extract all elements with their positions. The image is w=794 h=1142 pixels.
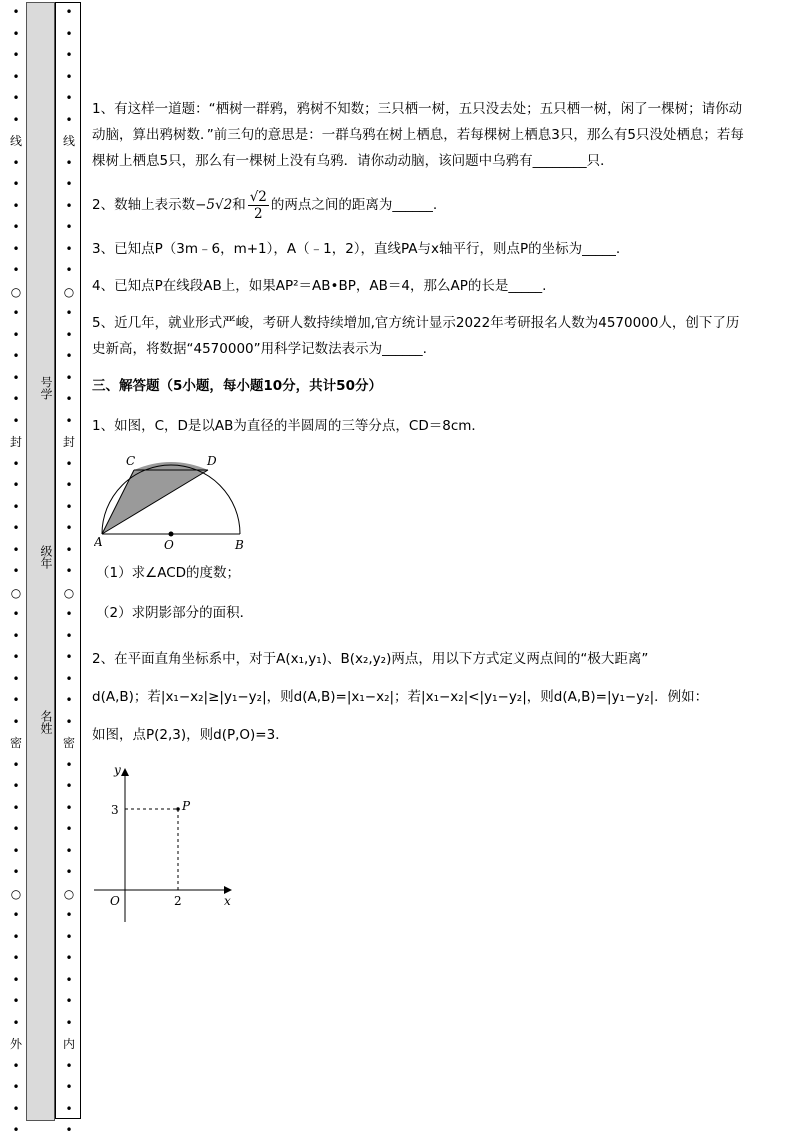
label-a: A bbox=[94, 535, 103, 549]
tick-label-3: 3 bbox=[111, 803, 119, 817]
fraction: √2 2 bbox=[249, 188, 267, 222]
exam-content bbox=[92, 96, 752, 932]
grade-label: 级年 bbox=[39, 545, 53, 569]
seal-char: ○ bbox=[10, 886, 22, 901]
seal-char: ○ bbox=[10, 284, 22, 299]
seal-char: ○ bbox=[10, 585, 22, 600]
section-title: 三、解答题（5小题，每小题10分，共计50分） bbox=[92, 378, 382, 394]
solve-question-1: 1、如图，C，D是以AB为直径的半圆周的三等分点，CD＝8cm． bbox=[92, 418, 485, 434]
fill-question-4: 4、已知点P在线段AB上，如果AP²＝AB•BP，AB＝4，那么AP的长是_____. bbox=[92, 278, 547, 294]
seal-char: 线 bbox=[62, 134, 75, 148]
binding-margin bbox=[0, 0, 82, 1137]
shaded-segment bbox=[134, 462, 208, 470]
label-x: x bbox=[224, 894, 231, 908]
name-label: 名姓 bbox=[39, 710, 53, 734]
solve-question-2-line-1: 2、在平面直角坐标系中，对于A(x₁,y₁)、B(x₂,y₂)两点，用以下方式定义两点间的“极大距离” bbox=[92, 651, 649, 667]
seal-char: 外 bbox=[9, 1037, 22, 1051]
center-point bbox=[169, 532, 174, 537]
point-p bbox=[176, 807, 180, 811]
seal-char: 封 bbox=[9, 435, 22, 449]
label-p: P bbox=[182, 799, 191, 813]
label-d: D bbox=[207, 454, 217, 468]
solve-1-part-2: （2）求阴影部分的面积． bbox=[96, 605, 254, 621]
fill-question-2: 2、 数轴上表示数 −5√2 和 √2 2 的两点之间的距离为______. bbox=[92, 188, 438, 222]
seal-char: ○ bbox=[63, 886, 75, 901]
semicircle-figure bbox=[94, 450, 264, 554]
tick-label-2: 2 bbox=[174, 894, 182, 908]
seal-char: 封 bbox=[62, 435, 75, 449]
seal-char: 密 bbox=[9, 736, 22, 750]
fill-question-1: 1、有这样一道题：“栖树一群鸦，鸦树不知数；三只栖一树，五只没去处；五只栖一树，闲了一棵树；请你动动脑，算出鸦树数．”前三句的意思是：一群乌鸦在树上栖息，若每棵树上栖息3只，那么有5只没处栖息；若每棵树上栖息5只，那么有一棵树上没有乌鸦．请你动动脑，该问题中乌鸦有________只． bbox=[92, 101, 744, 169]
label-b: B bbox=[235, 538, 244, 552]
seal-char: 内 bbox=[62, 1037, 75, 1051]
label-o: O bbox=[164, 538, 174, 552]
label-y: y bbox=[114, 763, 121, 777]
solve-question-2-line-3: 如图，点P(2,3)，则d(P,O)=3． bbox=[92, 727, 289, 743]
fill-question-3: 3、已知点P（3m﹣6，m+1），A（﹣1，2），直线PA与x轴平行，则点P的坐标为_____. bbox=[92, 241, 621, 257]
label-origin: O bbox=[110, 894, 120, 908]
seal-char: 线 bbox=[9, 134, 22, 148]
seal-char: 密 bbox=[62, 736, 75, 750]
seal-char: ○ bbox=[63, 284, 75, 299]
solve-question-2-line-2: d(A,B)；若|x₁−x₂|≥|y₁−y₂|，则d(A,B)=|x₁−x₂|；若|x₁−x₂|<|y₁−y₂|，则d(A,B)=|y₁−y₂|．例如： bbox=[92, 689, 709, 705]
outer-seal-line: • • • • • • 线 • • • • • • ○ • • • • • • 封 • • • • • • ○ • • • • • • 密 • • • • • • ○ • • • • • • 外 • • • • bbox=[9, 5, 22, 1137]
solve-1-part-1: （1）求∠ACD的度数； bbox=[96, 565, 241, 581]
label-c: C bbox=[126, 454, 136, 468]
student-id-label: 号学 bbox=[39, 376, 53, 400]
coordinate-figure bbox=[92, 762, 252, 932]
inner-seal-line: • • • • • • 线 • • • • • • ○ • • • • • • 封 • • • • • • ○ • • • • • • 密 • • • • • • ○ • • • • • • 内 • • • • bbox=[62, 5, 75, 1137]
fill-question-5: 5、近几年，就业形式严峻，考研人数持续增加,官方统计显示2022年考研报名人数为4570000人，创下了历史新高，将数据“4570000”用科学记数法表示为______. bbox=[92, 315, 740, 357]
seal-char: ○ bbox=[63, 585, 75, 600]
